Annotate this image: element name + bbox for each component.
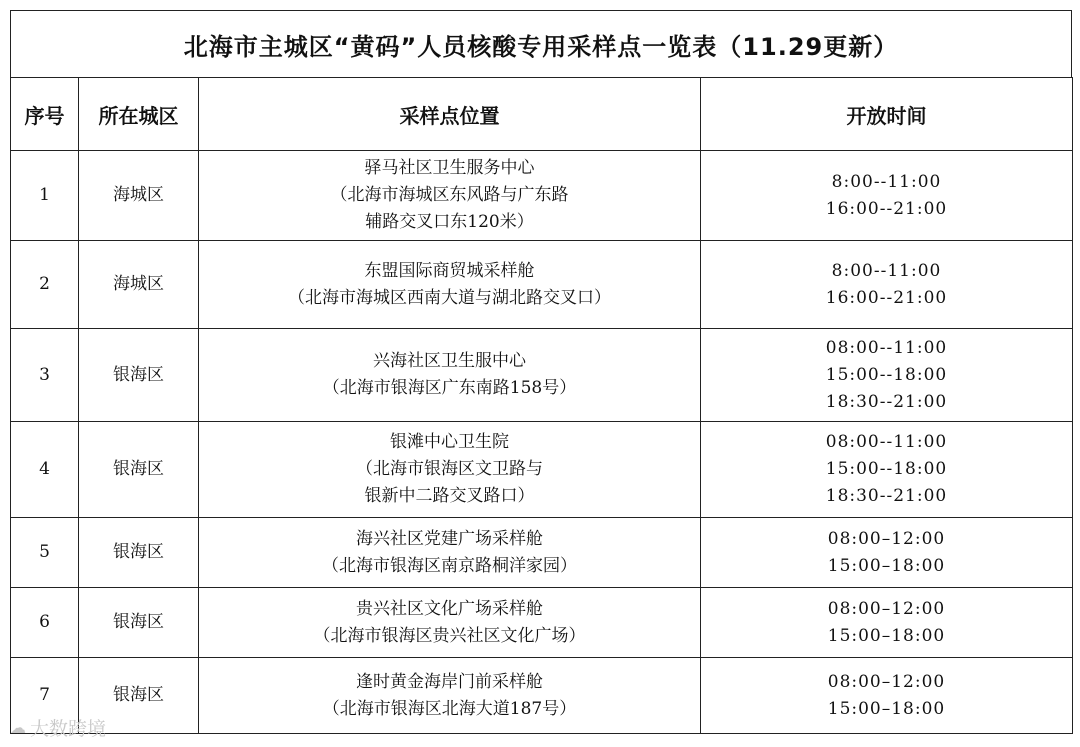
table-row — [11, 518, 1073, 588]
row-hours — [701, 241, 1073, 329]
hours-line: 16:00--21:00 — [825, 287, 948, 308]
row-district: 海城区 — [79, 151, 199, 241]
hours-line: 18:30--21:00 — [825, 391, 948, 412]
location-line: （北海市银海区南京路桐洋家园） — [322, 555, 577, 576]
row-location — [199, 658, 701, 734]
row-district: 海城区 — [79, 241, 199, 329]
location-line: （北海市海城区西南大道与湖北路交叉口） — [288, 287, 611, 308]
cloud-logo-icon: ☁ — [10, 718, 26, 737]
location-line: （北海市银海区广东南路158号） — [322, 378, 577, 398]
watermark — [10, 714, 106, 741]
hours-line: 08:00--11:00 — [825, 337, 948, 358]
location-line: （北海市银海区贵兴社区文化广场） — [313, 625, 586, 646]
hours-line: 8:00--11:00 — [831, 260, 942, 281]
hours-line: 15:00–18:00 — [827, 555, 946, 576]
location-line: （北海市银海区文卫路与 — [356, 459, 543, 479]
row-number: 1 — [11, 151, 79, 241]
row-number: 3 — [11, 329, 79, 422]
sampling-sites-sheet — [10, 10, 1072, 734]
row-number: 4 — [11, 422, 79, 518]
row-hours — [701, 588, 1073, 658]
row-location — [199, 518, 701, 588]
table-row — [11, 658, 1073, 734]
row-hours — [701, 518, 1073, 588]
location-line: 银滩中心卫生院 — [390, 432, 509, 452]
header-location: 采样点位置 — [199, 78, 701, 151]
header-district: 所在城区 — [79, 78, 199, 151]
location-line: 驿马社区卫生服务中心 — [364, 158, 535, 178]
row-number: 2 — [11, 241, 79, 329]
hours-line: 15:00–18:00 — [827, 698, 946, 719]
header-row — [11, 78, 1073, 151]
row-number: 7 — [11, 658, 79, 734]
table-row — [11, 329, 1073, 422]
row-district: 银海区 — [79, 329, 199, 422]
hours-line: 08:00–12:00 — [827, 598, 946, 619]
row-hours — [701, 658, 1073, 734]
header-no: 序号 — [11, 78, 79, 151]
table-body — [11, 151, 1073, 734]
table-row — [11, 588, 1073, 658]
row-district: 银海区 — [79, 588, 199, 658]
hours-line: 15:00–18:00 — [827, 625, 946, 646]
location-line: 兴海社区卫生服中心 — [373, 351, 526, 371]
hours-line: 08:00--11:00 — [825, 432, 948, 452]
hours-line: 15:00--18:00 — [825, 364, 948, 385]
location-line: 海兴社区党建广场采样舱 — [356, 528, 543, 549]
row-district: 银海区 — [79, 658, 199, 734]
row-location — [199, 329, 701, 422]
row-district: 银海区 — [79, 422, 199, 518]
hours-line: 15:00--18:00 — [825, 459, 948, 479]
table-row — [11, 241, 1073, 329]
location-line: 东盟国际商贸城采样舱 — [364, 260, 535, 281]
row-location — [199, 241, 701, 329]
hours-line: 08:00–12:00 — [827, 528, 946, 549]
row-hours — [701, 151, 1073, 241]
table-row — [11, 422, 1073, 518]
hours-line: 16:00--21:00 — [825, 198, 948, 219]
hours-line: 18:30--21:00 — [825, 486, 948, 506]
location-line: 辅路交叉口东120米） — [365, 212, 534, 232]
hours-line: 08:00–12:00 — [827, 671, 946, 692]
header-hours: 开放时间 — [701, 78, 1073, 151]
sampling-sites-table — [10, 77, 1073, 734]
location-line: 逢时黄金海岸门前采样舱 — [356, 671, 543, 692]
location-line: 银新中二路交叉路口） — [364, 486, 535, 506]
location-line: （北海市海城区东风路与广东路 — [330, 185, 569, 205]
row-location — [199, 422, 701, 518]
sheet-title: 北海市主城区“黄码”人员核酸专用采样点一览表（11.29更新） — [10, 10, 1072, 77]
row-number: 6 — [11, 588, 79, 658]
row-hours — [701, 329, 1073, 422]
hours-line: 8:00--11:00 — [831, 171, 942, 192]
row-district: 银海区 — [79, 518, 199, 588]
row-number: 5 — [11, 518, 79, 588]
row-location — [199, 588, 701, 658]
row-location — [199, 151, 701, 241]
table-row — [11, 151, 1073, 241]
watermark-text: 大数跨境 — [30, 718, 107, 740]
row-hours — [701, 422, 1073, 518]
location-line: （北海市银海区北海大道187号） — [322, 698, 577, 719]
location-line: 贵兴社区文化广场采样舱 — [356, 598, 543, 619]
